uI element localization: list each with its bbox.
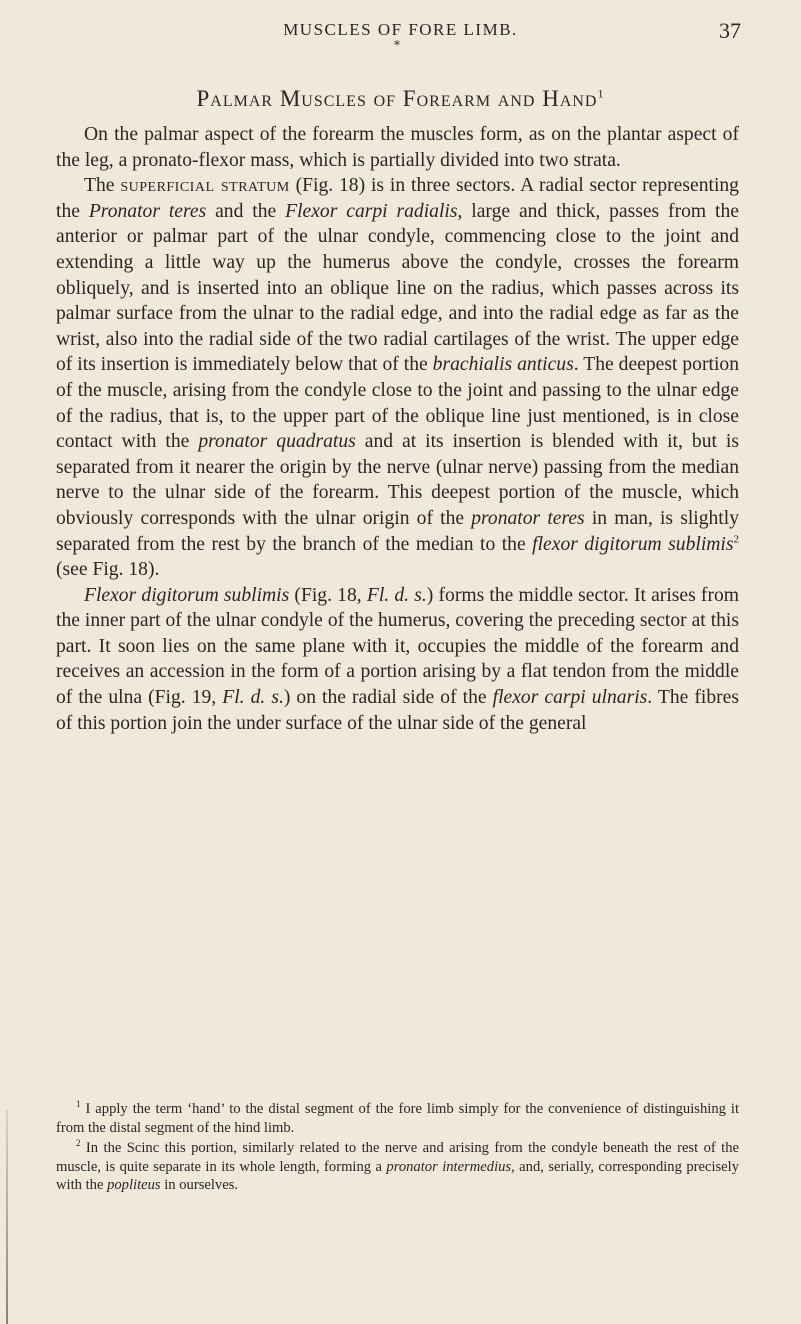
term-pronator-quadratus: pronator quadratus <box>198 431 356 453</box>
text-run: (Fig. 18, <box>289 584 367 606</box>
term-pronator-intermedius: pronator intermedius <box>386 1158 512 1175</box>
text-run: (Fig. 18) is in three sectors. A radial sector representing the <box>56 175 739 222</box>
section-heading-text: Palmar Muscles of Forearm and Hand <box>196 86 598 111</box>
footnote-number: 2 <box>76 1138 81 1149</box>
footnote-ref-1: 1 <box>597 86 605 101</box>
footnote-text: I apply the term ‘hand’ to the distal segment of the fore limb simply for the convenience of distinguishing it from the distal segment of the hind limb. <box>56 1101 739 1136</box>
page-header <box>60 16 741 56</box>
footnote-number: 1 <box>76 1099 81 1110</box>
figure-label: Fl. d. s. <box>222 687 284 709</box>
page-edge-shadow <box>6 1110 8 1324</box>
term-flexor-carpi-radialis: Flexor carpi radialis <box>285 200 458 222</box>
term-popliteus: popliteus <box>107 1177 161 1193</box>
running-head: MUSCLES OF FORE LIMB. <box>283 20 518 39</box>
paragraph-2 <box>56 173 739 583</box>
paragraph-3 <box>56 583 739 737</box>
text-run: . The fibres of this portion join the under surface of the ulnar side of the general <box>56 687 739 734</box>
term-flexor-digitorum-sublimis: Flexor digitorum sublimis <box>84 584 290 606</box>
term-flexor-digitorum-sublimis: flexor digitorum sublimis <box>532 533 734 555</box>
text-run: (see Fig. 18). <box>56 559 160 581</box>
footnote-2 <box>56 1139 739 1195</box>
text-run: . The deepest portion of the muscle, arising from the condyle close to the joint and passing to the ulnar edge of the radius, that is, to the upper part of the oblique line just mentioned, is in close contact with the <box>56 354 739 453</box>
footnote-ref-2: 2 <box>733 532 739 545</box>
body-text <box>56 122 739 736</box>
text-run: , large and thick, passes from the anterior or palmar part of the ulnar condyle, commencing close to the joint and extending a little way up the humerus above the condyle, crosses the forearm obliquely, and is inserted into an oblique line on the radius, which passes across its palmar surface from the ulnar to the radial edge, and into the radial edge as far as the wrist, also into the radial side of the two radial cartilages of the wrist. The upper edge of its insertion is immediately below that of the <box>56 200 739 376</box>
text-run: in man, is slightly separated from the rest by the branch of the median to the <box>56 507 739 555</box>
printer-mark: * <box>394 38 400 52</box>
text-run: and at its insertion is blended with it, but is separated from it nearer the origin by the nerve (ulnar nerve) passing from the median nerve to the ulnar side of the forearm. This deepest portion of the muscle, which obviously corresponds with the ulnar origin of the <box>56 431 739 529</box>
page-number: 37 <box>719 18 741 43</box>
text-run: ) forms the middle sector. It arises from the inner part of the ulnar condyle of the humerus, covering the preceding sector at this part. It soon lies on the same plane with it, occupies the middle of the forearm and receives an accession in the form of a portion arising by a flat tendon from the middle of the ulna (Fig. 19, <box>56 584 740 709</box>
footnote-1 <box>56 1100 739 1137</box>
footnote-text: in ourselves. <box>160 1177 239 1193</box>
section-heading <box>60 86 741 112</box>
footnote-text: , and, serially, corresponding precisely with the <box>56 1158 740 1193</box>
footnote-text: In the Scinc this portion, similarly related to the nerve and arising from the condyle beneath the rest of the muscle, is quite separate in its whole length, forming a <box>56 1140 739 1175</box>
text-run: The <box>84 175 121 197</box>
term-flexor-carpi-ulnaris: flexor carpi ulnaris <box>492 687 648 709</box>
figure-label: Fl. d. s. <box>366 584 427 606</box>
text-run: and the <box>206 200 286 222</box>
footnotes <box>56 1100 739 1197</box>
term-pronator-teres: Pronator teres <box>88 200 207 222</box>
term-pronator-teres: pronator teres <box>471 507 585 529</box>
term-brachialis-anticus: brachialis anticus <box>432 354 574 376</box>
term-superficial-stratum: superficial stratum <box>120 175 290 197</box>
paragraph-1: On the palmar aspect of the forearm the muscles form, as on the plantar aspect of the leg, a pronato-flexor mass, which is partially divided into two strata. <box>56 124 739 171</box>
text-run: ) on the radial side of the <box>283 687 493 709</box>
